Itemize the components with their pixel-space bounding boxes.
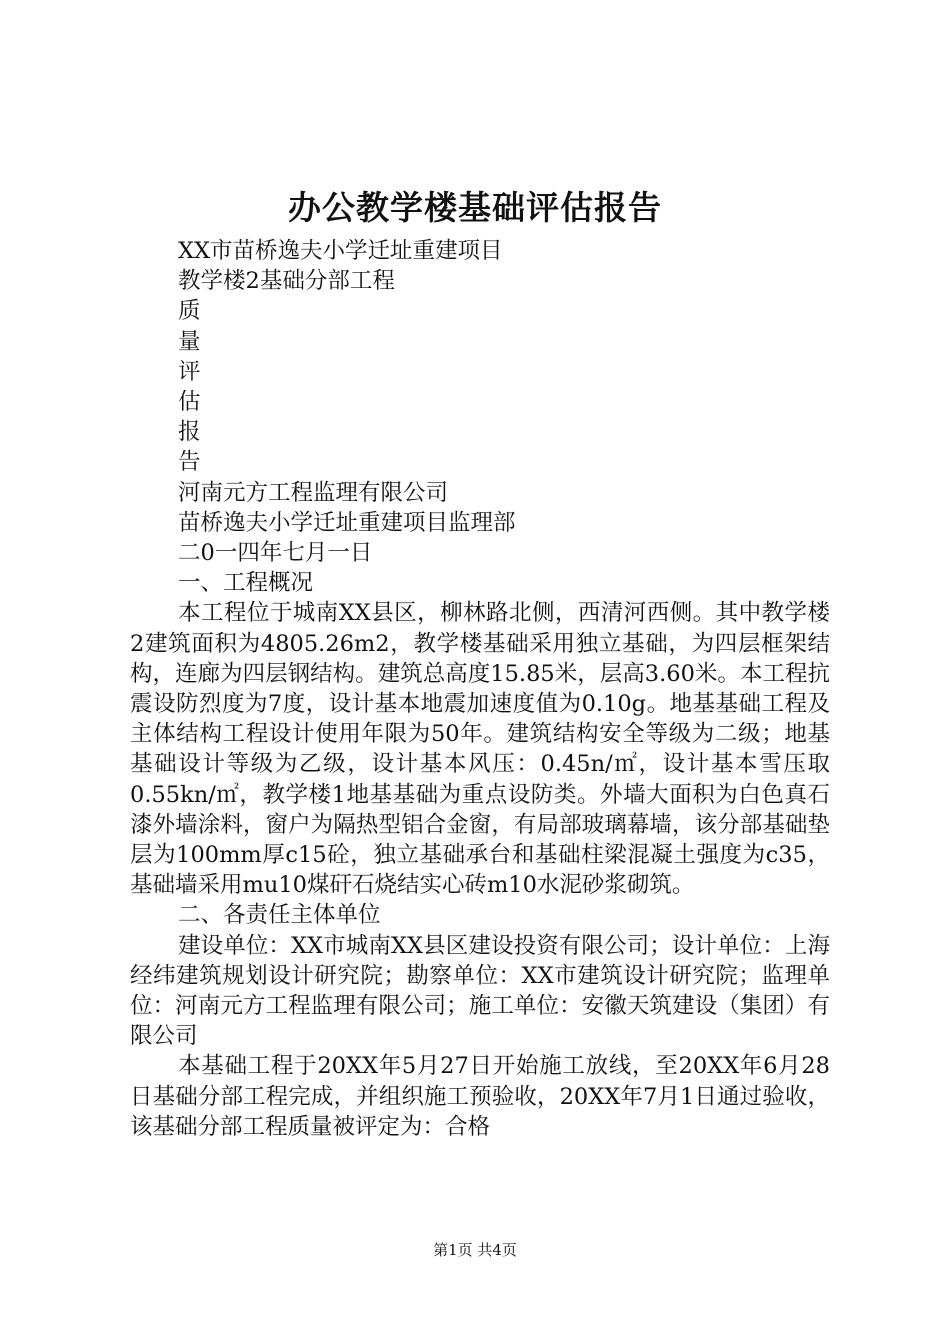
- company-name: 河南元方工程监理有限公司: [178, 479, 449, 506]
- vertical-title-char: 质: [178, 298, 201, 325]
- section-heading-parties: 二、各责任主体单位: [178, 902, 381, 929]
- vertical-title-char: 估: [178, 389, 201, 416]
- parties-paragraph: 建设单位：XX市城南XX县区建设投资有限公司；设计单位：上海经纬建筑规划设计研究院；勘察单位：XX市建筑设计研究院；监理单位：河南元方工程监理有限公司；施工单位：安徽天筑建设（集团）有限公司: [130, 932, 830, 1050]
- vertical-title-char: 告: [178, 449, 201, 476]
- report-date: 二0一四年七月一日: [178, 540, 373, 567]
- overview-paragraph: 本工程位于城南XX县区，柳林路北侧，西清河西侧。其中教学楼2建筑面积为4805.26m2，教学楼基础采用独立基础，为四层框架结构，连廊为四层钢结构。建筑总高度15.85米，层高3.60米。本工程抗震设防烈度为7度，设计基本地震加速度值为0.10g。地基基础工程及主体结构工程设计使用年限为50年。建筑结构安全等级为二级；地基基础设计等级为乙级，设计基本风压：0.45n/㎡，设计基本雪压取0.55kn/㎡，教学楼1地基基础为重点设防类。外墙大面积为白色真石漆外墙涂料，窗户为隔热型铝合金窗，有局部玻璃幕墙，该分部基础垫层为100mm厚c15砼，独立基础承台和基础柱梁混凝土强度为c35，基础墙采用mu10煤矸石烧结实心砖m10水泥砂浆砌筑。: [130, 600, 830, 899]
- project-name: XX市苗桥逸夫小学迁址重建项目: [178, 238, 503, 264]
- page-footer: 第1页 共4页: [433, 1241, 517, 1259]
- department-name: 苗桥逸夫小学迁址重建项目监理部: [178, 509, 516, 536]
- vertical-title-char: 评: [178, 358, 201, 385]
- schedule-paragraph: 本基础工程于20XX年5月27日开始施工放线，至20XX年6月28日基础分部工程完成，并组织施工预验收，20XX年7月1日通过验收，该基础分部工程质量被评定为：合格: [130, 1053, 830, 1140]
- vertical-title-char: 量: [178, 328, 201, 355]
- document-body: [130, 236, 830, 1142]
- document-title: 办公教学楼基础评估报告: [288, 188, 662, 227]
- subproject-name: 教学楼2基础分部工程: [178, 268, 395, 295]
- section-heading-overview: 一、工程概况: [178, 570, 314, 597]
- vertical-title-char: 报: [178, 419, 201, 446]
